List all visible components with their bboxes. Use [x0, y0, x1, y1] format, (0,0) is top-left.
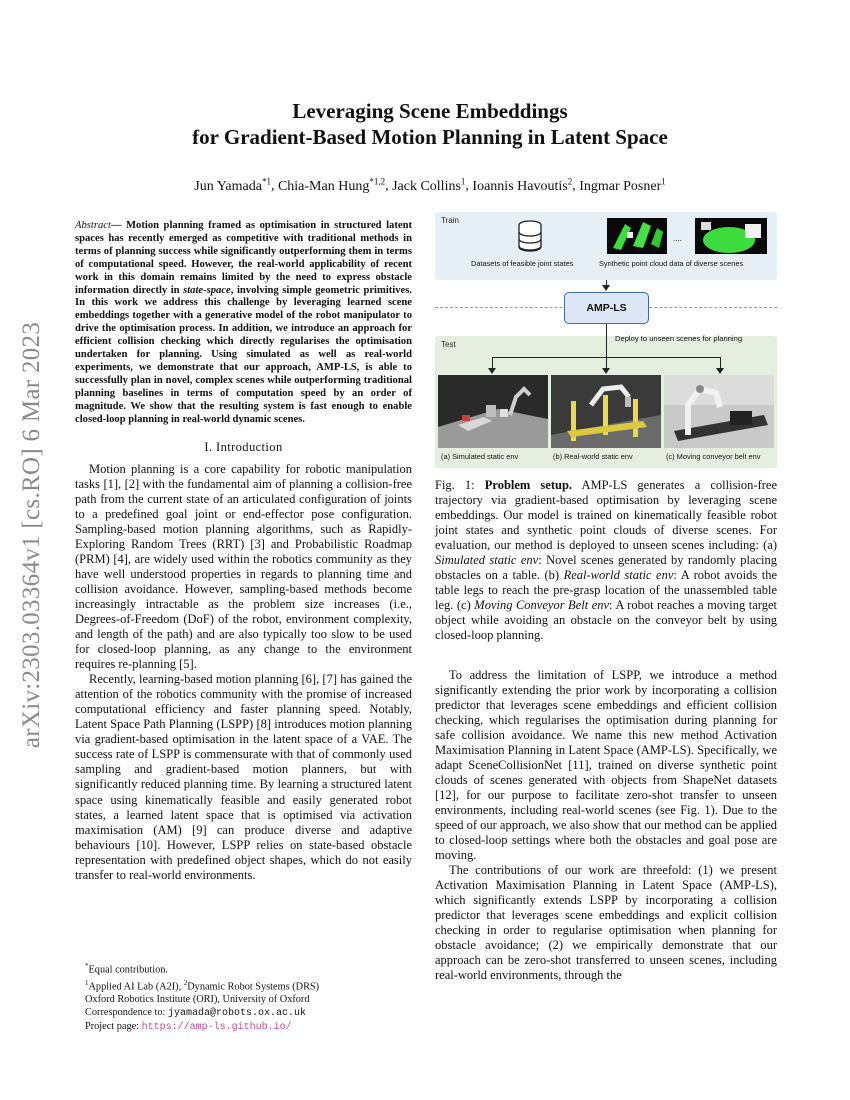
photo-conveyor-belt: [664, 375, 774, 448]
point-cloud-caption: Synthetic point cloud data of diverse scenes: [599, 259, 744, 268]
author: Jack Collins$^1$: [392, 176, 466, 194]
photo-simulated-env: [438, 375, 548, 448]
train-panel: [435, 212, 777, 280]
title-line-1: Leveraging Scene Embeddings: [292, 99, 568, 123]
datasets-caption: Datasets of feasible joint states: [471, 259, 574, 268]
abstract-text-b: , involving simple geometric primitives. In this work we address this challenge by leveraging learned scene embeddings together with a generative model of the robot manipulator to drive the optimisation process. In addition, we introduce an approach for efficient collision checking which directly regularises the optimisation undertaken for planning. Using simulated as well as real-world experiments, we demonstrate that our approach, AMP-LS, is able to successfully plan in novel, complex scenes while outperforming traditional planning baselines in terms of computation speed by an order of magnitude. We show that the resulting system is fast enough to enable closed-loop planning in real-world dynamic scenes.: [75, 284, 412, 425]
author: Chia-Man Hung$^{*1,2}$: [277, 176, 386, 194]
figure-caption: Fig. 1: Problem setup. AMP-LS generates a collision-free trajectory via gradient-based optimisation by leveraging scene embeddings. Our model is trained on kinematically feasible robot joint states and synthetic point clouds of diverse scenes. For evaluation, our method is deployed to unseen scenes including: (a) Simulated static env: Novel scenes generated by randomly placing obstacles on a table. (b) Real-world static env: A robot avoids the table legs to reach the pre-grasp location of the unassembled table leg. (c) Moving Conveyor Belt env: A robot reaches a moving target object while avoiding an obstacle on the conveyor belt by using closed-loop planning.: [435, 478, 778, 643]
point-cloud-thumb-2: [695, 218, 767, 254]
arrow-down-icon: [716, 368, 724, 374]
subcaption-c: (c) Moving conveyor belt env: [666, 452, 761, 461]
right-body-text: [435, 668, 777, 984]
model-box: AMP-LS: [564, 292, 649, 324]
author: Ingmar Posner$^1$: [579, 176, 666, 194]
email-link[interactable]: jyamada@robots.ox.ac.uk: [167, 1007, 306, 1019]
author: Jun Yamada$^{*1}$: [194, 176, 271, 194]
abstract-emphasis: state-space: [183, 284, 231, 296]
section-heading-introduction: I. Introduction: [204, 439, 283, 454]
body-paragraph-3: To address the limitation of LSPP, we introduce a method significantly extending the prior work by incorporating a collision predictor that leverages scene embeddings and efficient collision checking, which regularises the optimisation during planning for safe collision avoidance. We name this new method Activation Maximisation Planning in Latent Space (AMP-LS). Specifically, we adapt SceneCollisionNet [11], trained on diverse synthetic point clouds of scenes generated with objects from ShapeNet datasets [12], for our purpose to facilitate zero-shot transfer to unseen environments, including real-world scenes (see Fig. 1). Due to the speed of our approach, we also show that our method can be applied to closed-loop settings where both the obstacles and goal pose are moving.: [435, 667, 777, 863]
arrow-down-icon: [602, 368, 610, 374]
author-list: Jun Yamada$^{*1}$, Chia-Man Hung$^{*1,2}$, Jack Collins$^1$, Ioannis Havoutis$^2$, Ingmar Posner$^1$: [194, 176, 666, 194]
arrow-down-icon: [488, 368, 496, 374]
subcaption-a: (a) Simulated static env: [441, 452, 519, 461]
deploy-label: Deploy to unseen scenes for planning: [615, 334, 743, 343]
intro-paragraph-2: Recently, learning-based motion planning [6], [7] has gained the attention of the robotics community with the promise of increased computational efficiency and faster planning speed. Notably, Latent Space Path Planning (LSPP) [8] introduces motion planning via gradient-based optimisation in the latent space of a VAE. The success rate of LSPP is commensurate with that of commonly used sampling and gradient-based motion planners, but with significantly reduced planning time. By learning a structured latent space using kinematically feasible and easily generated robot states, a learned latent space that is optimised via activation maximisation (AM) [9] can produce diverse and adaptive behaviours [10]. However, LSPP relies on state-based obstacle representation with predefined object shapes, which do not easily transfer to real-world environments.: [75, 672, 412, 882]
footnote-equal-contribution: *Equal contribution.: [85, 962, 168, 976]
arrow-down-icon: [602, 285, 610, 291]
intro-paragraph-1: Motion planning is a core capability for robotic manipulation tasks [1], [2] with the fundamental aim of planning a collision-free path from the current state of an articulated configuration of joints to a predefined goal joint or end-effector pose configuration. Sampling-based motion planning algorithms, such as Rapidly-Exploring Random Trees (RRT) [3] and Probabilistic Roadmap (PRM) [4], are widely used within the robotics community as they have well understood properties in regards to planning time and collision avoidance. However, sampling-based methods become increasingly intractable as the problem size increases (i.e., Degrees-of-Freedom (DoF) of the robot, environment complexity, and length of the path) and are also typically too slow to be used for closed-loop planning, as any change to the environment requires re-planning [5].: [75, 461, 412, 672]
figure-1: [435, 212, 777, 469]
body-paragraph-4: The contributions of our work are threefold: (1) we present Activation Maximisation Planning in Latent Space (AMP-LS), which significantly extends LSPP by incorporating a collision predictor that leverages scene embeddings and explicit collision checking in order to regularise optimisation when planning for obstacle avoidance; (2) we empirically demonstrate that our approach can be zero-shot transferred to unseen scenes, including real-world environments, through the: [435, 863, 777, 983]
abstract-text-a: — Motion planning framed as optimisation in structured latent spaces has recently emerged as competitive with traditional methods in terms of planning success while significantly outperforming them in terms of computational speed. However, the real-world applicability of recent work in this domain remains limited by the need to express obstacle information directly in: [75, 220, 412, 296]
arxiv-id-text: arXiv:2303.03364v1 [cs.RO] 6 Mar 2023: [18, 321, 46, 749]
ellipsis: ....: [673, 234, 682, 243]
photo-real-world-static: [551, 375, 661, 448]
arxiv-identifier: [14, 290, 50, 780]
footnote-affiliations: $^1$Applied AI Lab (A2I), $^2$Dynamic Robot Systems (DRS): [85, 979, 320, 993]
project-url-link[interactable]: https://amp-ls.github.io/: [141, 1021, 292, 1033]
footnote-institute: Oxford Robotics Institute (ORI), University of Oxford: [85, 994, 310, 1006]
footnote-correspondence: Correspondence to: jyamada@robots.ox.ac.uk: [85, 1006, 306, 1019]
arrow-shaft: [606, 324, 607, 346]
subcaption-b: (b) Real-world static env: [553, 452, 633, 461]
train-label: Train: [441, 216, 459, 225]
database-icon: [517, 220, 543, 252]
footnotes: [85, 960, 415, 1034]
test-label: Test: [441, 340, 456, 349]
point-cloud-thumb-1: [607, 218, 667, 254]
author: Ioannis Havoutis$^2$: [472, 176, 573, 194]
paper-title: [70, 98, 790, 150]
footnote-project-page: Project page: https://amp-ls.github.io/: [85, 1020, 292, 1033]
title-line-2: for Gradient-Based Motion Planning in Latent Space: [192, 125, 668, 149]
right-column: [435, 212, 777, 984]
arrow-shaft: [606, 346, 607, 369]
abstract-lead: Abstract: [75, 220, 111, 231]
left-column: [75, 220, 412, 883]
abstract: [75, 220, 412, 427]
